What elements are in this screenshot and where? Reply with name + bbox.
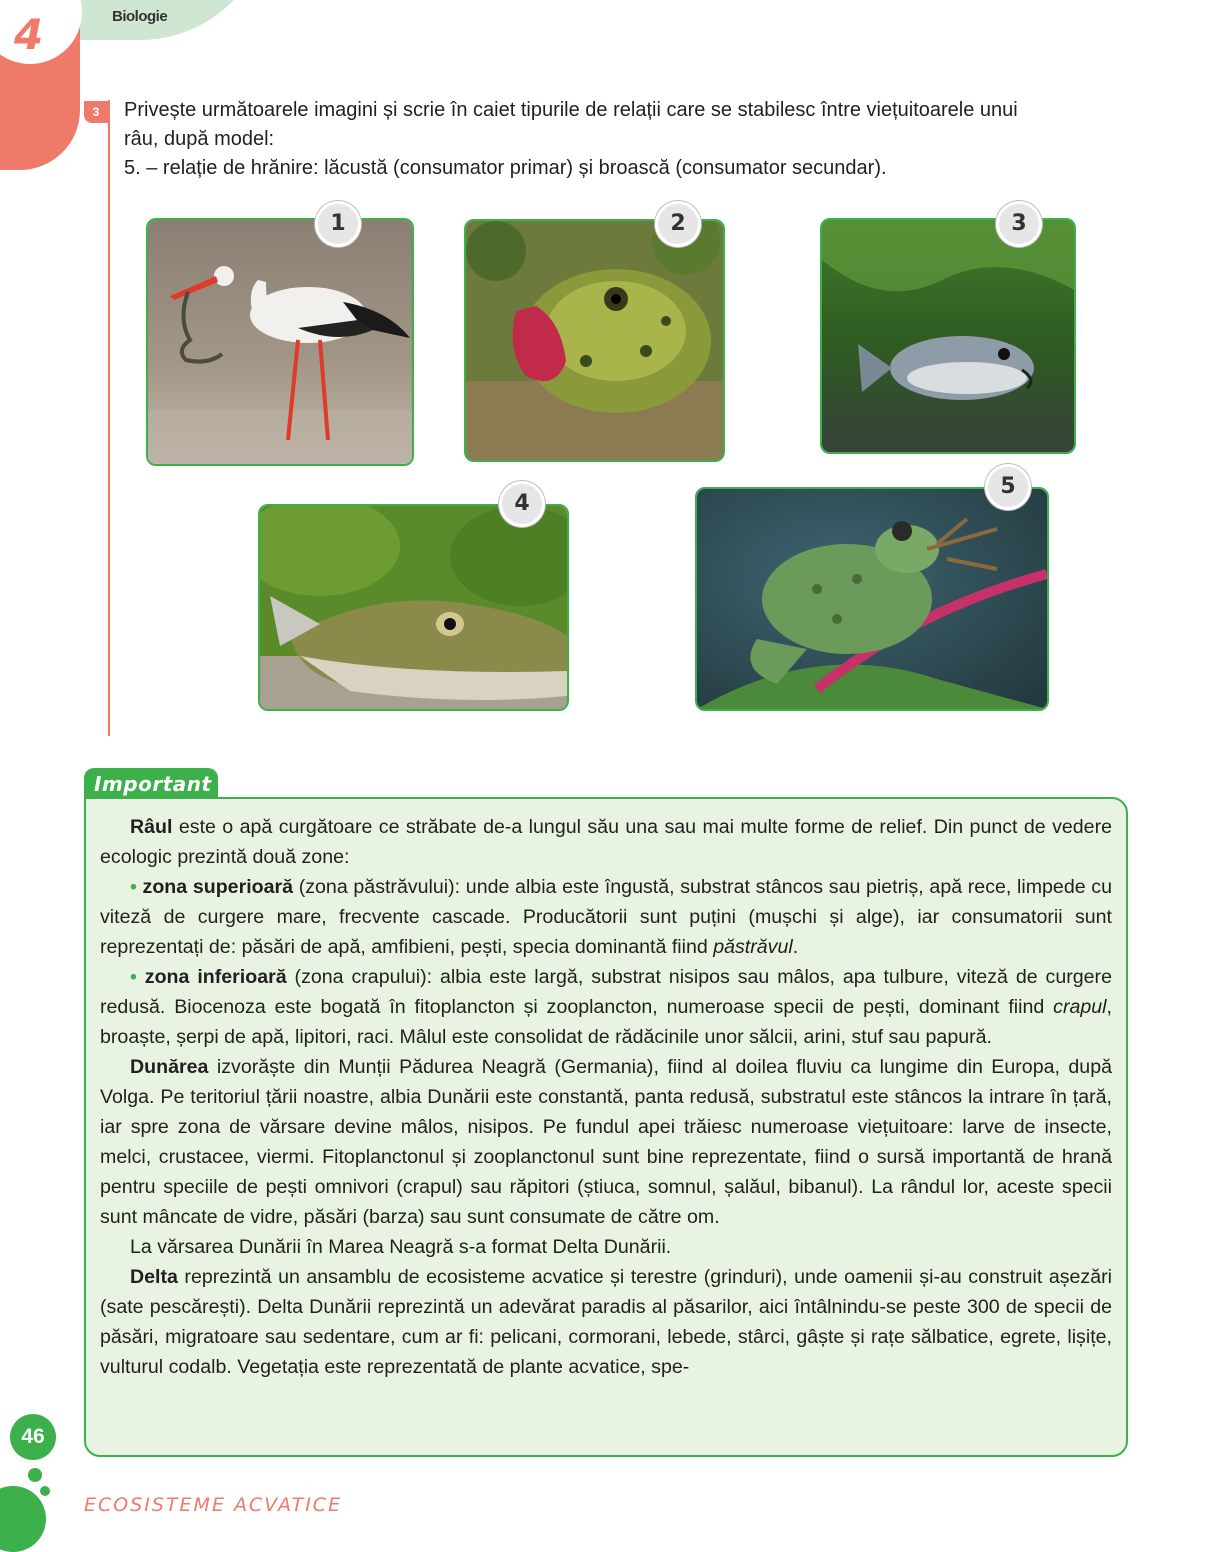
footer-dot-decoration xyxy=(40,1486,50,1496)
photo-1-number: 1 xyxy=(315,201,361,247)
chapter-number: 4 xyxy=(14,10,44,59)
photo-2-number: 2 xyxy=(655,201,701,247)
subject-title: Biologie xyxy=(112,8,168,25)
exercise-number: 3 xyxy=(84,101,108,123)
important-label: Important xyxy=(94,772,212,796)
footer-dot-decoration xyxy=(0,1486,46,1552)
important-text xyxy=(100,812,1112,1382)
paragraph-danube: Dunărea izvorăște din Munții Pădurea Neagră (Germania), fiind al doilea fluviu ca lungime din Europa, după Volga. Pe teritoriul țării noastre, albia Dunării este constantă, panta redusă, substratul este stâncos la intrare în țară, iar spre zona de vărsare devine mâlos, nisipos. Pe fundul apei trăiesc numeroase viețuitoare: larve de insecte, melci, crustacee, viermi. Fitoplanctonul și zooplanctonul sunt bine reprezentate, fiind o sursă importantă de hrană pentru speciile de pești omnivori (crapul) sau răpitori (știuca, somnul, șalăul, bibanul). La rândul lor, aceste specii sunt mâncate de vidre, păsări (barza) sau sunt consumate de către om. xyxy=(100,1056,1112,1228)
instruction-example: 5. – relație de hrănire: lăcustă (consumator primar) și broască (consumator secundar). xyxy=(124,157,887,179)
paragraph-delta: Delta reprezintă un ansamblu de ecosisteme acvatice și terestre (grinduri), unde oamenii și-au construit așezări (sate pescărești). Delta Dunării reprezintă un adevărat paradis al păsarilor, aici întâlnindu-se peste 300 de specii de păsări, migratoare sau sedentare, cum ar fi: pelicani, cormorani, lebede, stârci, gâște și rațe sălbatice, egrete, lișițe, vulturul codalb. Vegetația este reprezentată de plante acvatice, spe- xyxy=(100,1266,1112,1378)
instruction-line: râu, după model: xyxy=(124,128,275,150)
chapter-title: ECOSISTEME ACVATICE xyxy=(84,1494,343,1516)
exercise-margin-line xyxy=(108,100,110,736)
photo-4 xyxy=(258,504,569,711)
instruction-line: Privește următoarele imagini și scrie în caiet tipurile de relații care se stabilesc între viețuitoarele unui xyxy=(124,99,1018,121)
trout-fish-icon xyxy=(822,220,1074,452)
photo-1 xyxy=(146,218,414,466)
footer-dot-decoration xyxy=(28,1468,42,1482)
paragraph-river: Râul este o apă curgătoare ce străbate de-a lungul său una sau mai multe forme de relief. Din punct de vedere ecologic prezintă două zone: xyxy=(100,816,1112,868)
photo-5-number: 5 xyxy=(985,464,1031,510)
paragraph-delta-formation: La vărsarea Dunării în Marea Neagră s-a format Delta Dunării. xyxy=(130,1236,672,1258)
bullet-lower-zone: • zona inferioară (zona crapului): albia este largă, substrat nisipos sau mâlos, apa tulbure, viteză de curgere redusă. Biocenoza este bogată în fitoplancton și zooplancton, numeroase specii de pești, dominant fiind crapul, broaște, șerpi de apă, lipitori, raci. Mâlul este consolidat de rădăcinile unor sălcii, arini, stuf sau papură. xyxy=(100,966,1112,1048)
exercise-instructions xyxy=(124,96,1134,183)
tree-frog-eating-grasshopper-icon xyxy=(697,489,1047,709)
photo-5 xyxy=(695,487,1049,711)
bullet-upper-zone: • zona superioară (zona păstrăvului): unde albia este îngustă, substrat stâncos sau pietriș, apă rece, limpede cu viteză de curgere mare, frecvente cascade. Producătorii sunt puțini (mușchi și alge), iar consumatorii sunt reprezentați de: păsări de apă, amfibieni, pești, specia dominantă fiind păstrăvul. xyxy=(100,876,1112,958)
stork-eating-snake-icon xyxy=(148,220,412,464)
photo-4-number: 4 xyxy=(499,481,545,527)
photo-3-number: 3 xyxy=(996,201,1042,247)
photo-3 xyxy=(820,218,1076,454)
photo-2 xyxy=(464,219,725,462)
page-number: 46 xyxy=(10,1414,56,1460)
frog-eating-icon xyxy=(466,221,723,460)
pike-fish-icon xyxy=(260,506,567,709)
